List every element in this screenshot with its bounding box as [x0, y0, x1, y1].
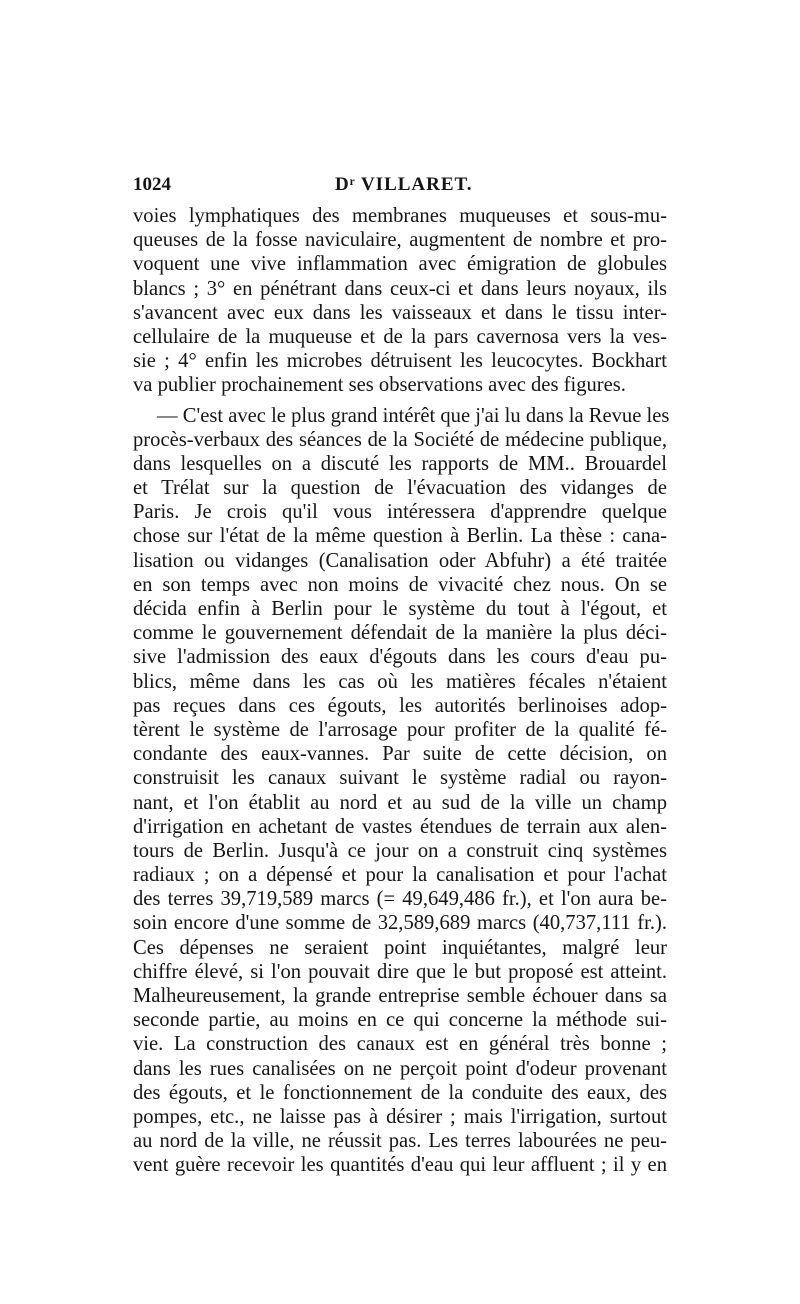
- text-line: vie. La construction des canaux est en général très bonne ;: [133, 1033, 667, 1056]
- text-line: seconde partie, au moins en ce qui concerne la méthode sui-: [133, 1009, 667, 1032]
- text-line: construisit les canaux suivant le système radial ou rayon-: [133, 767, 667, 790]
- text-line: voquent une vive inflammation avec émigration de globules: [133, 253, 667, 276]
- text-line: des égouts, et le fonctionnement de la conduite des eaux, des: [133, 1081, 667, 1104]
- text-line: dans lesquelles on a discuté les rapports de MM.. Brouardel: [133, 452, 667, 475]
- page-number: 1024: [133, 174, 171, 195]
- text-line: nant, et l'on établit au nord et au sud de la ville un champ: [133, 791, 667, 814]
- text-line: cellulaire de la muqueuse et de la pars cavernosa vers la ves-: [133, 325, 667, 348]
- text-line: vent guère recevoir les quantités d'eau qui leur affluent ; il y en: [133, 1154, 667, 1177]
- text-line: tours de Berlin. Jusqu'à ce jour on a construit cinq systèmes: [133, 839, 667, 862]
- text-line: pompes, etc., ne laisse pas à désirer ; mais l'irrigation, surtout: [133, 1105, 667, 1128]
- text-line: comme le gouvernement défendait de la manière la plus déci-: [133, 622, 667, 645]
- paragraph-2: [133, 404, 670, 1178]
- text-line: tèrent le système de l'arrosage pour profiter de la qualité fé-: [133, 718, 667, 741]
- text-line: — C'est avec le plus grand intérêt que j'ai lu dans la Revue les: [157, 404, 670, 427]
- text-line: lisation ou vidanges (Canalisation oder Abfuhr) a été traitée: [133, 549, 667, 572]
- text-line: en son temps avec non moins de vivacité chez nous. On se: [133, 573, 667, 596]
- text-line: radiaux ; on a dépensé et pour la canalisation et pour l'achat: [133, 864, 667, 887]
- text-line: blics, même dans les cas où les matières fécales n'étaient: [133, 670, 667, 693]
- text-line: d'irrigation en achetant de vastes étendues de terrain aux alen-: [133, 815, 667, 838]
- running-title: Dʳ VILLARET.: [335, 174, 473, 195]
- running-head: [133, 170, 667, 204]
- text-line: Ces dépenses ne seraient point inquiétantes, malgré leur: [133, 936, 667, 959]
- text-line: dans les rues canalisées on ne perçoit point d'odeur provenant: [133, 1057, 667, 1080]
- text-line: décida enfin à Berlin pour le système du tout à l'égout, et: [133, 598, 667, 620]
- text-line: Malheureusement, la grande entreprise semble échouer dans sa: [133, 985, 667, 1007]
- text-line: et Trélat sur la question de l'évacuation des vidanges de: [133, 477, 667, 500]
- text-line: s'avancent avec eux dans les vaisseaux et dans le tissu inter-: [133, 301, 667, 324]
- text-line: sie ; 4° enfin les microbes détruisent les leucocytes. Bockhart: [133, 350, 667, 373]
- text-line: Paris. Je crois qu'il vous intéressera d'apprendre quelque: [133, 501, 667, 524]
- paragraph-1: [133, 204, 667, 398]
- text-line: va publier prochainement ses observations avec des figures.: [133, 374, 626, 397]
- text-line: blancs ; 3° en pénétrant dans ceux-ci et dans leurs noyaux, ils: [133, 277, 667, 300]
- text-line: procès-verbaux des séances de la Société de médecine publique,: [133, 428, 667, 451]
- text-line: soin encore d'une somme de 32,589,689 marcs (40,737,111 fr.).: [133, 912, 667, 935]
- text-line: condante des eaux-vannes. Par suite de cette décision, on: [133, 743, 667, 766]
- text-line: queuses de la fosse naviculaire, augmentent de nombre et pro-: [133, 229, 667, 252]
- book-page: [133, 170, 670, 1178]
- text-line: sive l'admission des eaux d'égouts dans les cours d'eau pu-: [133, 646, 667, 669]
- text-line: voies lymphatiques des membranes muqueuses et sous-mu-: [133, 205, 667, 227]
- text-line: chose sur l'état de la même question à Berlin. La thèse : cana-: [133, 525, 667, 548]
- text-line: des terres 39,719,589 marcs (= 49,649,486 fr.), et l'on aura be-: [133, 888, 667, 911]
- text-line: au nord de la ville, ne réussit pas. Les terres labourées ne peu-: [133, 1130, 667, 1153]
- text-line: chiffre élevé, si l'on pouvait dire que le but proposé est atteint.: [133, 960, 667, 983]
- text-line: pas reçues dans ces égouts, les autorités berlinoises adop-: [133, 694, 667, 717]
